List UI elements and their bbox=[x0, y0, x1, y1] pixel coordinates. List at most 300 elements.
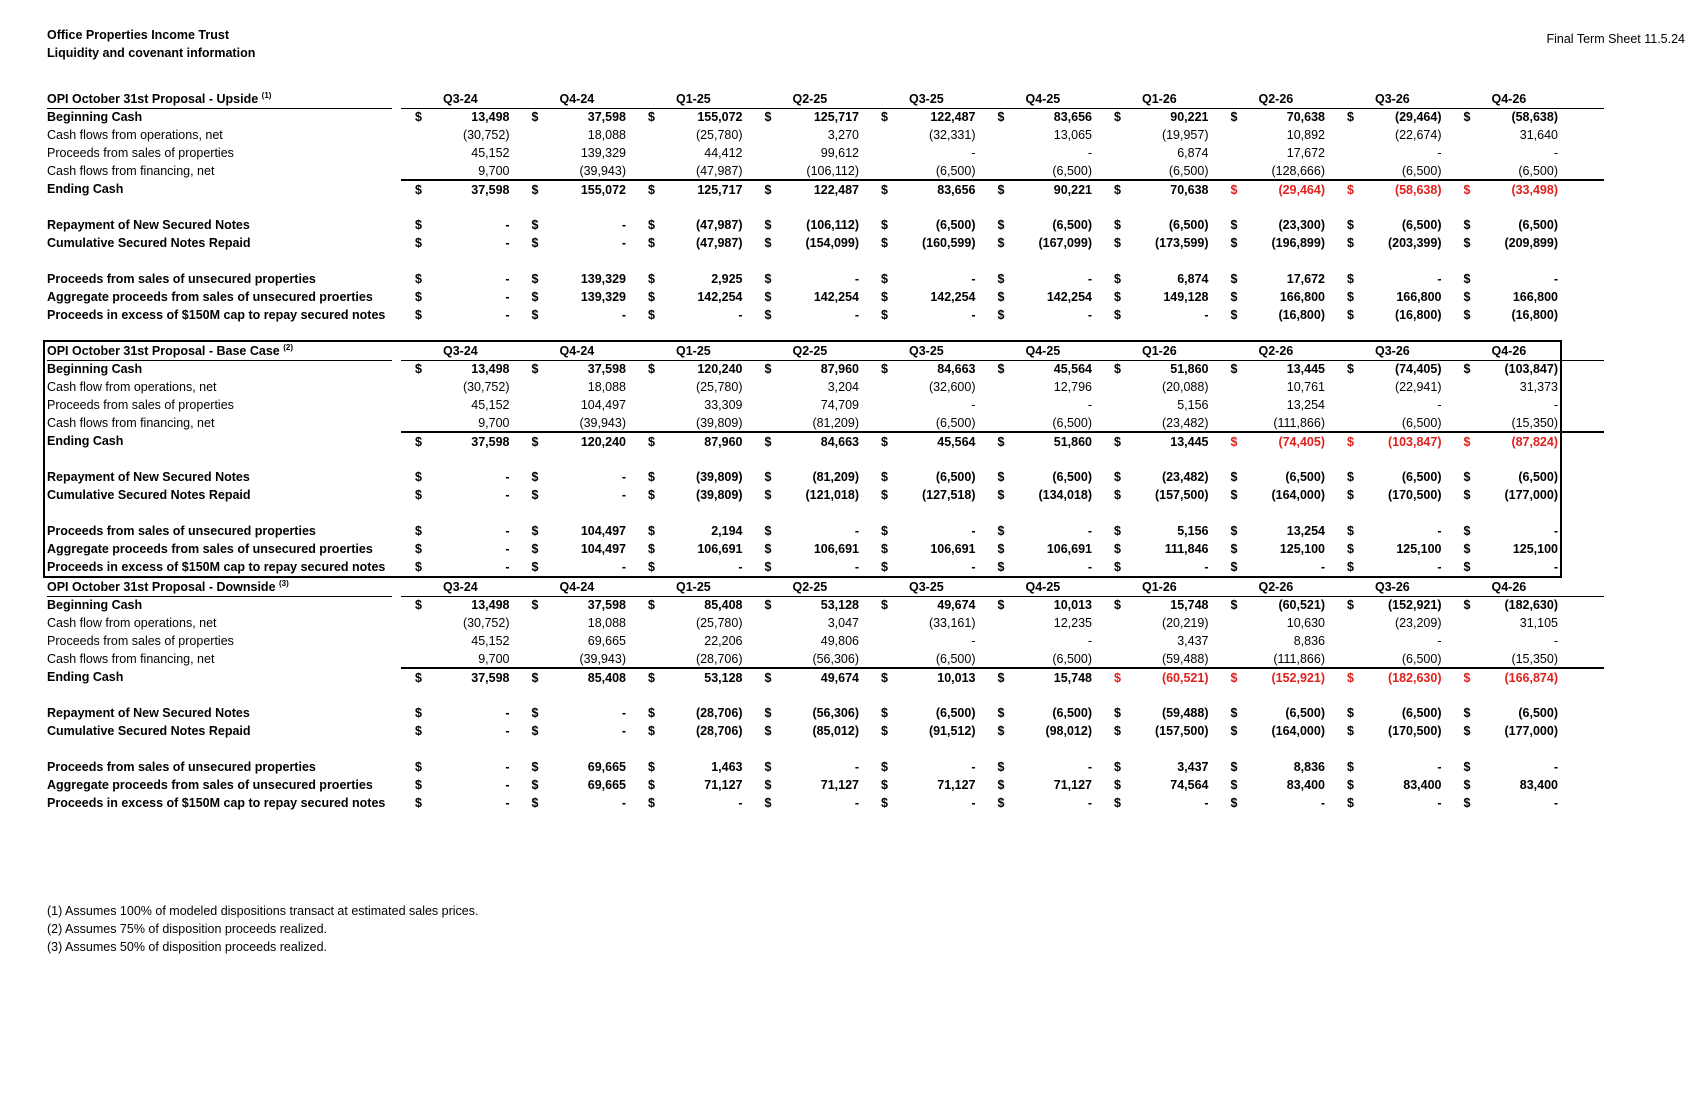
currency-symbol: $ bbox=[415, 706, 422, 720]
row-label: Proceeds from sales of unsecured properties bbox=[47, 272, 316, 286]
section-footnote-ref: (3) bbox=[279, 578, 289, 588]
value-cell bbox=[401, 162, 518, 180]
currency-symbol: $ bbox=[415, 542, 422, 556]
value: 106,691 bbox=[930, 542, 976, 556]
quarter-label: Q4-25 bbox=[1025, 580, 1061, 594]
row-values bbox=[401, 596, 1604, 614]
value-cell bbox=[751, 396, 868, 414]
table-row bbox=[45, 414, 1560, 432]
value-cell bbox=[1100, 669, 1217, 687]
value-cell bbox=[1217, 108, 1334, 126]
value-cell bbox=[1450, 632, 1567, 650]
value: 83,400 bbox=[1519, 778, 1558, 792]
row-values bbox=[401, 126, 1604, 144]
value: (58,638) bbox=[1394, 183, 1442, 197]
currency-symbol: $ bbox=[648, 671, 655, 685]
currency-symbol: $ bbox=[1230, 488, 1238, 502]
table-row bbox=[45, 776, 1560, 794]
quarter-header-cell bbox=[1217, 90, 1334, 108]
currency-symbol: $ bbox=[1114, 524, 1121, 538]
value-cell bbox=[1100, 704, 1217, 722]
table-row bbox=[45, 108, 1560, 126]
section-header-row bbox=[45, 90, 1560, 108]
currency-symbol: $ bbox=[1230, 542, 1238, 556]
value: 13,065 bbox=[1053, 128, 1092, 142]
value: - bbox=[1437, 398, 1442, 412]
value: (152,921) bbox=[1271, 671, 1325, 685]
quarter-header-cell bbox=[984, 578, 1101, 596]
company-name: Office Properties Income Trust bbox=[47, 28, 229, 42]
value-cell bbox=[984, 360, 1101, 378]
row-label: Aggregate proceeds from sales of unsecured proerties bbox=[47, 778, 373, 792]
value-cell bbox=[1450, 669, 1567, 687]
value: 9,700 bbox=[478, 652, 510, 666]
value: (177,000) bbox=[1504, 488, 1558, 502]
currency-symbol: $ bbox=[648, 236, 655, 250]
quarter-header-cell bbox=[1100, 578, 1217, 596]
value-cell bbox=[1450, 758, 1567, 776]
value: (203,399) bbox=[1387, 236, 1442, 250]
value-cell bbox=[401, 306, 518, 324]
value: 37,598 bbox=[471, 435, 510, 449]
value: 12,235 bbox=[1053, 616, 1092, 630]
value-cell bbox=[867, 414, 984, 432]
currency-symbol: $ bbox=[415, 290, 422, 304]
value: - bbox=[621, 796, 626, 810]
value-cell bbox=[1217, 181, 1334, 199]
quarter-label: Q3-24 bbox=[443, 344, 478, 358]
value: (19,957) bbox=[1161, 128, 1209, 142]
value: (6,500) bbox=[1518, 470, 1558, 484]
value-cell bbox=[1333, 162, 1450, 180]
currency-symbol: $ bbox=[531, 724, 539, 738]
value-cell bbox=[1333, 486, 1450, 504]
row-values bbox=[401, 522, 1604, 540]
value: - bbox=[1553, 398, 1558, 412]
currency-symbol: $ bbox=[1114, 290, 1121, 304]
row-label: Aggregate proceeds from sales of unsecured proerties bbox=[47, 542, 373, 556]
currency-symbol: $ bbox=[997, 272, 1005, 286]
currency-symbol: $ bbox=[881, 760, 888, 774]
section-footnote-ref: (2) bbox=[283, 342, 293, 352]
value: - bbox=[1204, 796, 1209, 810]
value-cell bbox=[984, 614, 1101, 632]
value: (33,498) bbox=[1511, 183, 1558, 197]
value-cell bbox=[867, 181, 984, 199]
value-cell bbox=[401, 614, 518, 632]
value: 90,221 bbox=[1170, 110, 1209, 124]
value: 84,663 bbox=[820, 435, 859, 449]
value-cell bbox=[401, 558, 518, 576]
value-cell bbox=[518, 632, 635, 650]
row-label: Proceeds in excess of $150M cap to repay secured notes bbox=[47, 308, 386, 322]
row-label: Repayment of New Secured Notes bbox=[47, 706, 250, 720]
value-cell bbox=[751, 776, 868, 794]
value: (25,780) bbox=[695, 380, 743, 394]
row-values bbox=[401, 162, 1604, 180]
currency-symbol: $ bbox=[1347, 470, 1354, 484]
section-title-text: OPI October 31st Proposal - Downside bbox=[47, 580, 276, 594]
currency-symbol: $ bbox=[531, 671, 539, 685]
value: - bbox=[971, 634, 976, 648]
row-values bbox=[401, 378, 1604, 396]
value: (164,000) bbox=[1271, 488, 1325, 502]
value-cell bbox=[984, 632, 1101, 650]
value-cell bbox=[1217, 669, 1334, 687]
quarter-header-cell bbox=[518, 578, 635, 596]
value: 70,638 bbox=[1170, 183, 1209, 197]
value: - bbox=[505, 218, 510, 232]
value-cell bbox=[401, 234, 518, 252]
quarter-header-cell bbox=[1450, 90, 1567, 108]
value-cell bbox=[1100, 216, 1217, 234]
quarter-label: Q3-26 bbox=[1375, 92, 1410, 106]
quarter-header-cell bbox=[1333, 342, 1450, 360]
value: 106,691 bbox=[697, 542, 743, 556]
value: - bbox=[1087, 272, 1092, 286]
currency-symbol: $ bbox=[648, 272, 655, 286]
currency-symbol: $ bbox=[997, 290, 1005, 304]
value-cell bbox=[634, 669, 751, 687]
currency-symbol: $ bbox=[764, 435, 772, 449]
value: (81,209) bbox=[812, 470, 859, 484]
value-cell bbox=[1217, 288, 1334, 306]
value-cell bbox=[1333, 378, 1450, 396]
value-cell bbox=[1217, 558, 1334, 576]
table-row bbox=[45, 596, 1560, 614]
currency-symbol: $ bbox=[881, 542, 888, 556]
value: 111,846 bbox=[1164, 542, 1209, 556]
value: (182,630) bbox=[1504, 598, 1558, 612]
value: 74,709 bbox=[820, 398, 859, 412]
currency-symbol: $ bbox=[1347, 598, 1354, 612]
currency-symbol: $ bbox=[1230, 524, 1238, 538]
value-cell bbox=[1100, 270, 1217, 288]
value-cell bbox=[1100, 522, 1217, 540]
row-values bbox=[401, 776, 1604, 794]
value: (60,521) bbox=[1161, 671, 1209, 685]
value-cell bbox=[401, 108, 518, 126]
value-cell bbox=[1217, 632, 1334, 650]
currency-symbol: $ bbox=[1463, 362, 1471, 376]
value-cell bbox=[634, 433, 751, 451]
value: 166,800 bbox=[1512, 290, 1558, 304]
value: (74,405) bbox=[1278, 435, 1325, 449]
value-cell bbox=[867, 108, 984, 126]
value-cell bbox=[634, 181, 751, 199]
value: (6,500) bbox=[1285, 470, 1325, 484]
row-values bbox=[401, 108, 1604, 126]
value-cell bbox=[401, 650, 518, 668]
value-cell bbox=[634, 306, 751, 324]
value: (6,500) bbox=[1052, 706, 1092, 720]
value: - bbox=[1437, 634, 1442, 648]
value: 71,127 bbox=[937, 778, 976, 792]
value: 85,408 bbox=[587, 671, 626, 685]
quarter-label: Q3-25 bbox=[909, 92, 944, 106]
quarter-label: Q2-25 bbox=[792, 580, 828, 594]
value: (6,500) bbox=[1518, 218, 1558, 232]
currency-symbol: $ bbox=[1114, 560, 1121, 574]
value: (157,500) bbox=[1154, 724, 1209, 738]
value: 142,254 bbox=[697, 290, 743, 304]
value-cell bbox=[518, 144, 635, 162]
table-row bbox=[45, 540, 1560, 558]
value: 142,254 bbox=[1046, 290, 1092, 304]
currency-symbol: $ bbox=[1114, 724, 1121, 738]
currency-symbol: $ bbox=[648, 778, 655, 792]
value: 3,047 bbox=[827, 616, 859, 630]
value-cell bbox=[1217, 270, 1334, 288]
value: 166,800 bbox=[1279, 290, 1325, 304]
value: 45,152 bbox=[471, 634, 510, 648]
value: (56,306) bbox=[812, 706, 859, 720]
value-cell bbox=[751, 596, 868, 614]
value: (23,482) bbox=[1161, 416, 1209, 430]
currency-symbol: $ bbox=[997, 110, 1005, 124]
value: (6,500) bbox=[935, 164, 976, 178]
value: 33,309 bbox=[704, 398, 743, 412]
table-row bbox=[45, 306, 1560, 324]
quarter-header-cell bbox=[867, 90, 984, 108]
value-cell bbox=[1333, 522, 1450, 540]
currency-symbol: $ bbox=[1347, 362, 1354, 376]
value-cell bbox=[634, 360, 751, 378]
value: 71,127 bbox=[820, 778, 859, 792]
value-cell bbox=[1333, 288, 1450, 306]
value-cell bbox=[518, 126, 635, 144]
value-cell bbox=[401, 216, 518, 234]
value: - bbox=[505, 796, 510, 810]
currency-symbol: $ bbox=[881, 706, 888, 720]
document-heading bbox=[47, 26, 255, 62]
value-cell bbox=[1450, 614, 1567, 632]
value-cell bbox=[1100, 144, 1217, 162]
currency-symbol: $ bbox=[1114, 110, 1121, 124]
value-cell bbox=[867, 306, 984, 324]
value-cell bbox=[751, 433, 868, 451]
value: (23,300) bbox=[1278, 218, 1325, 232]
value-cell bbox=[1450, 181, 1567, 199]
value-cell bbox=[984, 433, 1101, 451]
value: (16,800) bbox=[1278, 308, 1325, 322]
value-cell bbox=[634, 650, 751, 668]
value: (39,943) bbox=[579, 416, 626, 430]
value-cell bbox=[867, 360, 984, 378]
currency-symbol: $ bbox=[1114, 778, 1121, 792]
currency-symbol: $ bbox=[1114, 470, 1121, 484]
value: - bbox=[854, 308, 859, 322]
value: (28,706) bbox=[695, 724, 743, 738]
value-cell bbox=[1217, 776, 1334, 794]
value-cell bbox=[401, 486, 518, 504]
value: (47,987) bbox=[695, 218, 743, 232]
currency-symbol: $ bbox=[1347, 435, 1354, 449]
currency-symbol: $ bbox=[1230, 435, 1238, 449]
value: - bbox=[971, 272, 976, 286]
section-upside bbox=[45, 90, 1560, 324]
currency-symbol: $ bbox=[997, 560, 1005, 574]
value: 122,487 bbox=[930, 110, 976, 124]
currency-symbol: $ bbox=[531, 470, 539, 484]
value-cell bbox=[1333, 632, 1450, 650]
value: - bbox=[1553, 146, 1558, 160]
value: - bbox=[971, 796, 976, 810]
currency-symbol: $ bbox=[1114, 272, 1121, 286]
value-cell bbox=[867, 632, 984, 650]
currency-symbol: $ bbox=[415, 218, 422, 232]
value: 9,700 bbox=[478, 164, 510, 178]
value: - bbox=[1204, 308, 1209, 322]
currency-symbol: $ bbox=[1230, 308, 1238, 322]
value: (160,599) bbox=[921, 236, 976, 250]
quarter-header-cell bbox=[634, 90, 751, 108]
value: 125,100 bbox=[1512, 542, 1558, 556]
row-spacer bbox=[45, 198, 1560, 216]
row-label: Cumulative Secured Notes Repaid bbox=[47, 488, 251, 502]
value: - bbox=[971, 308, 976, 322]
quarter-label: Q2-26 bbox=[1258, 580, 1294, 594]
value: (6,500) bbox=[935, 706, 976, 720]
value: (33,161) bbox=[928, 616, 976, 630]
row-spacer bbox=[45, 686, 1560, 704]
value-cell bbox=[751, 650, 868, 668]
value: (6,500) bbox=[1285, 706, 1325, 720]
value-cell bbox=[984, 306, 1101, 324]
value: (15,350) bbox=[1511, 416, 1558, 430]
currency-symbol: $ bbox=[648, 435, 655, 449]
value-cell bbox=[867, 396, 984, 414]
value-cell bbox=[1217, 162, 1334, 180]
currency-symbol: $ bbox=[1463, 488, 1471, 502]
value-cell bbox=[984, 414, 1101, 432]
currency-symbol: $ bbox=[531, 488, 539, 502]
value-cell bbox=[867, 722, 984, 740]
value: 69,665 bbox=[587, 760, 626, 774]
currency-symbol: $ bbox=[1347, 308, 1354, 322]
currency-symbol: $ bbox=[1114, 362, 1121, 376]
row-spacer bbox=[45, 740, 1560, 758]
value-cell bbox=[984, 108, 1101, 126]
quarter-header-cell bbox=[401, 578, 518, 596]
value-cell bbox=[751, 614, 868, 632]
value-cell bbox=[1100, 378, 1217, 396]
row-label: Proceeds in excess of $150M cap to repay secured notes bbox=[47, 560, 386, 574]
value: - bbox=[1087, 560, 1092, 574]
value-cell bbox=[518, 486, 635, 504]
value: 3,204 bbox=[827, 380, 859, 394]
currency-symbol: $ bbox=[1347, 110, 1354, 124]
currency-symbol: $ bbox=[1347, 272, 1354, 286]
value: 31,105 bbox=[1519, 616, 1558, 630]
section-title bbox=[47, 578, 392, 597]
value: (6,500) bbox=[1052, 218, 1092, 232]
row-values bbox=[401, 432, 1604, 451]
currency-symbol: $ bbox=[1463, 671, 1471, 685]
value-cell bbox=[518, 522, 635, 540]
quarter-header-cell bbox=[401, 90, 518, 108]
value-cell bbox=[518, 433, 635, 451]
value: (98,012) bbox=[1045, 724, 1092, 738]
currency-symbol: $ bbox=[648, 706, 655, 720]
quarter-label: Q1-26 bbox=[1142, 344, 1177, 358]
value: 15,748 bbox=[1053, 671, 1092, 685]
currency-symbol: $ bbox=[648, 110, 655, 124]
quarter-label: Q1-25 bbox=[676, 580, 711, 594]
value: 74,564 bbox=[1170, 778, 1209, 792]
table-row bbox=[45, 758, 1560, 776]
value: 106,691 bbox=[813, 542, 859, 556]
currency-symbol: $ bbox=[1114, 488, 1121, 502]
value: - bbox=[1087, 524, 1092, 538]
value: (58,638) bbox=[1511, 110, 1558, 124]
value-cell bbox=[1100, 468, 1217, 486]
value: - bbox=[505, 272, 510, 286]
currency-symbol: $ bbox=[764, 796, 772, 810]
value-cell bbox=[401, 396, 518, 414]
value-cell bbox=[867, 704, 984, 722]
value-cell bbox=[751, 270, 868, 288]
table-row bbox=[45, 468, 1560, 486]
currency-symbol: $ bbox=[1230, 362, 1238, 376]
currency-symbol: $ bbox=[1347, 760, 1354, 774]
currency-symbol: $ bbox=[1347, 236, 1354, 250]
value-cell bbox=[1217, 486, 1334, 504]
value-cell bbox=[518, 758, 635, 776]
value: (91,512) bbox=[928, 724, 976, 738]
value: (173,599) bbox=[1154, 236, 1209, 250]
value: - bbox=[1087, 308, 1092, 322]
table-row bbox=[45, 378, 1560, 396]
row-values bbox=[401, 704, 1604, 722]
currency-symbol: $ bbox=[1230, 236, 1238, 250]
quarter-header-cell bbox=[751, 342, 868, 360]
value-cell bbox=[401, 360, 518, 378]
value-cell bbox=[751, 722, 868, 740]
value: 18,088 bbox=[587, 616, 626, 630]
value: (59,488) bbox=[1161, 652, 1209, 666]
currency-symbol: $ bbox=[1230, 671, 1238, 685]
value: - bbox=[621, 470, 626, 484]
value-cell bbox=[518, 650, 635, 668]
value-cell bbox=[1450, 126, 1567, 144]
value: (16,800) bbox=[1511, 308, 1558, 322]
currency-symbol: $ bbox=[1463, 470, 1471, 484]
value: 45,152 bbox=[471, 146, 510, 160]
value-cell bbox=[1217, 144, 1334, 162]
quarter-label: Q3-26 bbox=[1375, 344, 1410, 358]
section-footnote-ref: (1) bbox=[261, 90, 272, 100]
value: - bbox=[1087, 398, 1092, 412]
currency-symbol: $ bbox=[648, 362, 655, 376]
quarter-header-cell bbox=[1100, 90, 1217, 108]
value-cell bbox=[1333, 704, 1450, 722]
value-cell bbox=[867, 126, 984, 144]
row-label: Cumulative Secured Notes Repaid bbox=[47, 236, 251, 250]
quarter-label: Q3-24 bbox=[443, 92, 478, 106]
currency-symbol: $ bbox=[531, 598, 539, 612]
value: - bbox=[738, 560, 743, 574]
quarter-label: Q1-26 bbox=[1142, 92, 1177, 106]
currency-symbol: $ bbox=[764, 706, 772, 720]
table-row bbox=[45, 704, 1560, 722]
quarter-header-cell bbox=[1217, 342, 1334, 360]
quarter-header-cell bbox=[518, 90, 635, 108]
currency-symbol: $ bbox=[1114, 542, 1121, 556]
table-row bbox=[45, 360, 1560, 378]
value-cell bbox=[1100, 360, 1217, 378]
currency-symbol: $ bbox=[1230, 760, 1238, 774]
